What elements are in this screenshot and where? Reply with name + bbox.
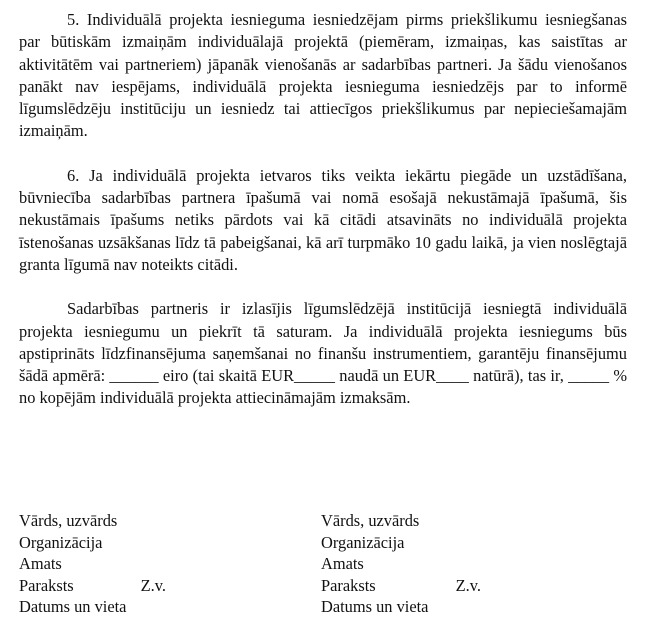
organization-label: Organizācija bbox=[321, 532, 405, 552]
position-label: Amats bbox=[19, 554, 62, 574]
paragraph-partner-agreement: Sadarbības partneris ir izlasījis līgumslēdzējā institūcijā iesniegtā individuālā projekta iesniegumu un piekrīt tā saturam. Ja individuālā projekta iesniegums būs apstiprināts līdzfinansējuma saņemšanai no finanšu instrumentiem, garantēju finansējumu šādā apmērā: ______ eiro (tai skaitā EUR_____ naudā un EUR____ natūrā), tas ir, _____ % no kopējām individuālā projekta attiecināmajām izmaksām. bbox=[19, 299, 627, 408]
position-label: Amats bbox=[321, 554, 364, 574]
signature-label: Paraksts bbox=[19, 575, 74, 595]
signature-block-right bbox=[321, 510, 481, 618]
organization-label: Organizācija bbox=[19, 532, 103, 552]
name-label: Vārds, uzvārds bbox=[19, 511, 118, 530]
signature-block-left bbox=[19, 510, 166, 618]
seal-label: Z.v. bbox=[455, 575, 481, 595]
signature-row bbox=[321, 575, 481, 597]
seal-label: Z.v. bbox=[140, 575, 166, 595]
date-place-label: Datums un vieta bbox=[19, 597, 127, 617]
signature-row bbox=[19, 575, 166, 597]
document-body bbox=[19, 9, 627, 410]
paragraph-6: 6. Ja individuālā projekta ietvaros tiks veikta iekārtu piegāde un uzstādīšana, būvniecība sadarbības partnera īpašumā vai nomā esošajā nekustāmajā īpašumā, šis nekustāmais īpašums netiks pārdots vai kā citādi atsavināts no individuālā projekta īstenošanas uzsākšanas līdz tā pabeigšanai, kā arī turpmāko 10 gadu laikā, ja vien noslēgtajā granta līgumā nav noteikts citādi. bbox=[19, 165, 627, 274]
date-place-label: Datums un vieta bbox=[321, 597, 429, 617]
name-label: Vārds, uzvārds bbox=[321, 511, 420, 530]
paragraph-5: 5. Individuālā projekta iesnieguma iesniedzējam pirms priekšlikumu iesniegšanas par būtiskām izmaiņām individuālajā projektā (piemēram, izmaiņas, kas saistītas ar aktivitātēm vai partneriem) jāpanāk vienošanās ar sadarbības partneri. Ja šādu vienošanos panākt nav iespējams, individuālā projekta iesnieguma iesniedzējs par to informē līgumslēdzēju institūciju un iesniedz tai attiecīgos priekšlikumus par nepieciešamajām izmaiņām. bbox=[19, 10, 627, 141]
signature-label: Paraksts bbox=[321, 575, 376, 595]
